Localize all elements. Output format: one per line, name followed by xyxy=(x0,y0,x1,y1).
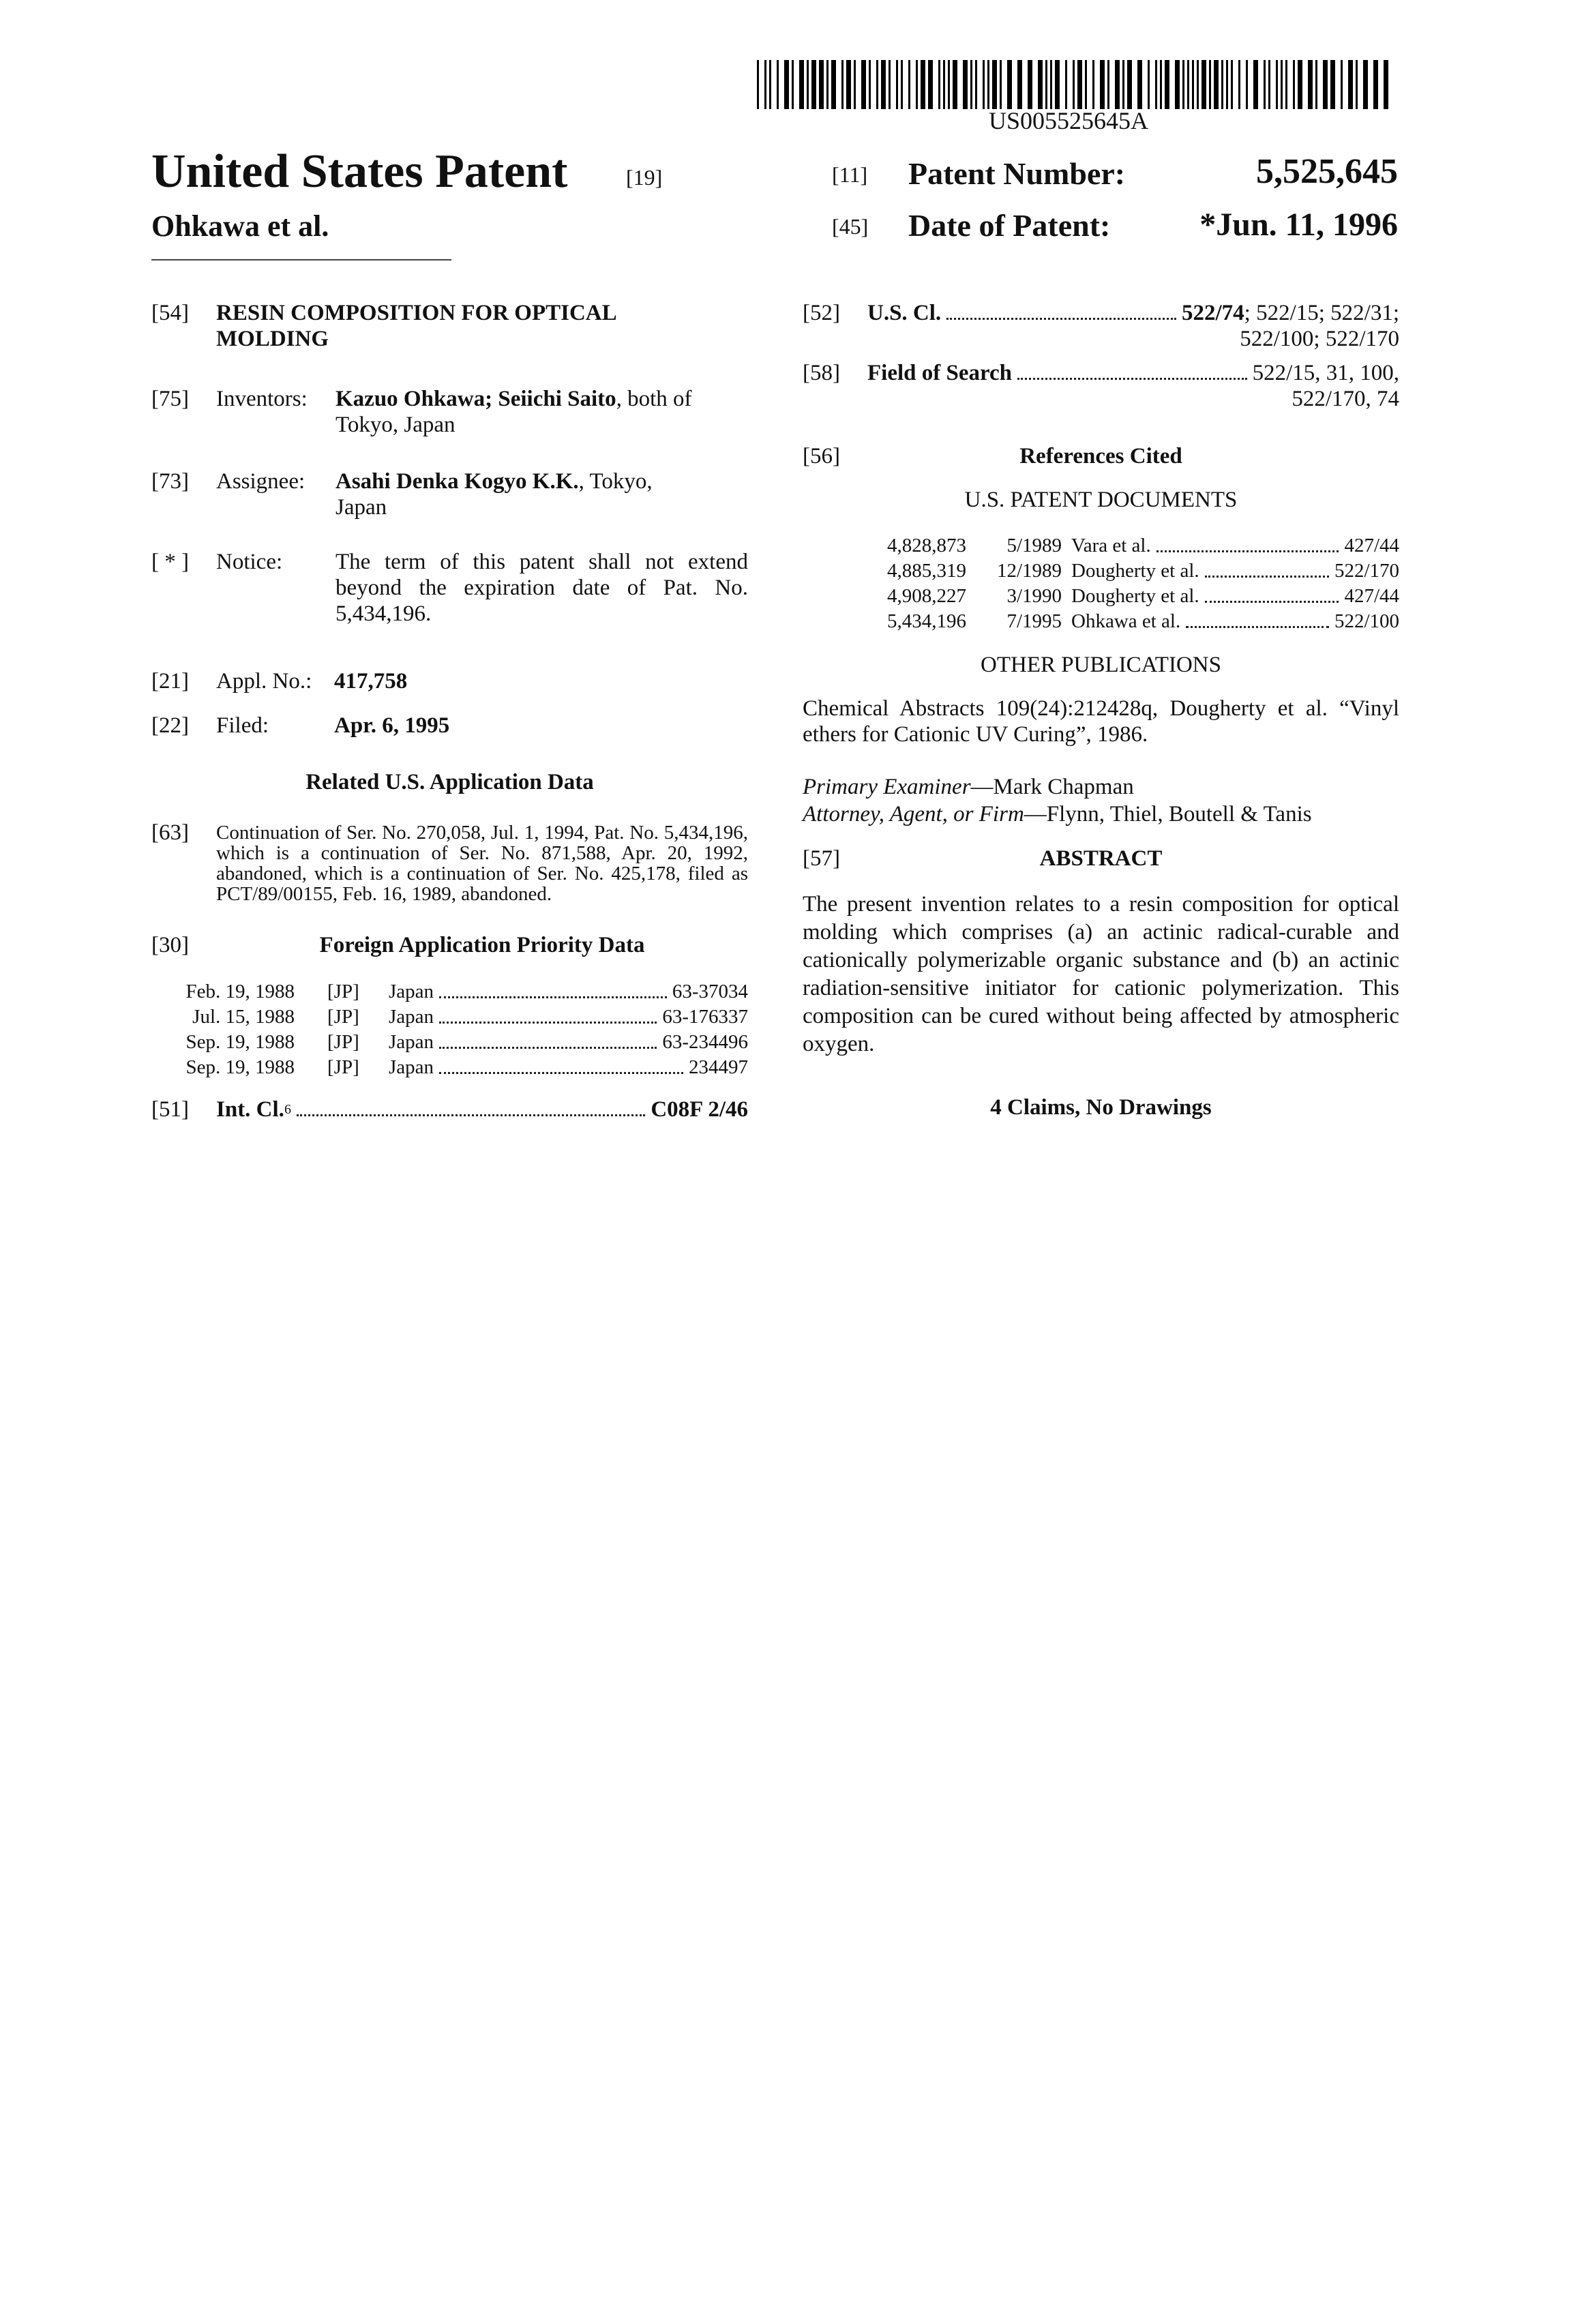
priority-row: Sep. 19, 1988 [JP] Japan 63-234496 xyxy=(151,1030,748,1055)
barcode-bar xyxy=(1238,60,1240,109)
barcode-bar xyxy=(881,60,886,109)
barcode-bar xyxy=(1348,60,1353,109)
barcode-bar xyxy=(819,60,824,109)
appl-no: [21] Appl. No.: 417,758 xyxy=(151,668,748,694)
barcode-bar xyxy=(1281,60,1283,109)
barcode-bar xyxy=(992,60,997,109)
barcode-bar xyxy=(1155,60,1157,109)
barcode-bar xyxy=(831,60,836,109)
related-heading: Related U.S. Application Data xyxy=(151,769,748,795)
barcode-bar xyxy=(1226,60,1228,109)
patent-number: 5,525,645 xyxy=(1256,151,1398,192)
barcode-bar xyxy=(799,60,804,109)
reference-row: 4,885,319 12/1989 Dougherty et al. 522/170 xyxy=(803,558,1399,584)
barcode-bar xyxy=(1017,60,1022,109)
barcode-bar xyxy=(943,60,945,109)
barcode-bar xyxy=(975,60,977,109)
barcode-bar xyxy=(1285,60,1287,109)
barcode-bar xyxy=(841,60,844,109)
barcode-bar xyxy=(1038,60,1043,109)
notice-section: [ * ] Notice: The term of this patent shall not extend beyond the expiration date of Pat. No. 5,434,196. xyxy=(151,549,748,627)
barcode-bar xyxy=(1055,60,1060,109)
barcode-bar xyxy=(1330,60,1335,109)
patent-number-label: Patent Number: xyxy=(908,155,1125,192)
barcode-bar xyxy=(1231,60,1233,109)
barcode-bar xyxy=(889,60,891,109)
priority-row: Feb. 19, 1988 [JP] Japan 63-37034 xyxy=(151,979,748,1004)
barcode-bar xyxy=(916,60,918,109)
barcode-bar xyxy=(1045,60,1047,109)
barcode-bar xyxy=(1007,60,1012,109)
barcode-bar xyxy=(764,60,766,109)
barcode-bar xyxy=(896,60,898,109)
abstract-heading: [57] ABSTRACT xyxy=(803,846,1399,872)
barcode-bar xyxy=(970,60,972,109)
barcode-bar xyxy=(1293,60,1295,109)
barcode-bar xyxy=(876,60,878,109)
barcode-bar xyxy=(846,60,851,109)
barcode xyxy=(757,60,1391,109)
barcode-bar xyxy=(1122,60,1124,109)
filed-date: [22] Filed: Apr. 6, 1995 xyxy=(151,713,748,739)
barcode-bar xyxy=(757,60,759,109)
barcode-bar xyxy=(1127,60,1132,109)
barcode-bar xyxy=(1356,60,1358,109)
foreign-priority-heading: [30] Foreign Application Priority Data xyxy=(151,932,748,958)
barcode-bar xyxy=(953,60,957,109)
us-patent-documents-heading: U.S. PATENT DOCUMENTS xyxy=(803,487,1399,513)
barcode-bar xyxy=(1107,60,1109,109)
abstract-text: The present invention relates to a resin composition for optical molding which comprises (a) an actinic radical-curable and cationically polymerizable organic substance and (b) an actinic radiation-sensitive initiator for cationic polymerization. This composition can be cured without being affected by atmospheric oxygen. xyxy=(803,891,1399,1058)
barcode-bar xyxy=(1115,60,1120,109)
barcode-bar xyxy=(1214,60,1219,109)
barcode-bar xyxy=(1148,60,1150,109)
claims-summary: 4 Claims, No Drawings xyxy=(803,1094,1399,1120)
int-cl: [51] Int. Cl. 6 C08F 2/46 xyxy=(151,1097,748,1122)
continuation-section: [63] Continuation of Ser. No. 270,058, Jul. 1, 1994, Pat. No. 5,434,196, which is a continuation of Ser. No. 871,588, Apr. 20, 1992, abandoned, which is a continuation of Ser. No. 425,178, filed as PCT/89/00155, Feb. 16, 1989, abandoned. xyxy=(151,822,748,904)
barcode-bar xyxy=(1077,60,1082,109)
us-cl: [52] U.S. Cl. 522/74 ; 522/15; 522/31; 522/100; 522/170 xyxy=(803,300,1399,352)
barcode-bar xyxy=(928,60,933,109)
barcode-bar xyxy=(854,60,856,109)
reference-row: 4,828,873 5/1989 Vara et al. 427/44 xyxy=(803,533,1399,558)
barcode-bar xyxy=(1253,60,1258,109)
barcode-bar xyxy=(983,60,985,109)
barcode-text: US005525645A xyxy=(989,108,1148,134)
barcode-bar xyxy=(826,60,829,109)
barcode-bar xyxy=(1160,60,1162,109)
barcode-bar xyxy=(1182,60,1184,109)
barcode-bar xyxy=(1384,60,1388,109)
barcode-bar xyxy=(1341,60,1343,109)
barcode-bar xyxy=(938,60,940,109)
barcode-bar xyxy=(1100,60,1105,109)
priority-row: Jul. 15, 1988 [JP] Japan 63-176337 xyxy=(151,1004,748,1030)
barcode-bar xyxy=(1363,60,1368,109)
barcode-bar xyxy=(1050,60,1052,109)
barcode-bar xyxy=(901,60,903,109)
barcode-bar xyxy=(908,60,910,109)
references-heading: [56] References Cited xyxy=(803,443,1399,469)
barcode-bar xyxy=(1197,60,1199,109)
barcode-bar xyxy=(1187,60,1189,109)
barcode-bar xyxy=(963,60,968,109)
barcode-bar xyxy=(1221,60,1223,109)
date-label: Date of Patent: xyxy=(908,207,1110,243)
barcode-bar xyxy=(792,60,794,109)
barcode-bar xyxy=(1073,60,1075,109)
barcode-bar xyxy=(769,60,771,109)
barcode-bar xyxy=(807,60,809,109)
barcode-bar xyxy=(861,60,866,109)
barcode-bar xyxy=(1028,60,1032,109)
barcode-bar xyxy=(1175,60,1180,109)
field-of-search: [58] Field of Search 522/15, 31, 100, 522/170, 74 xyxy=(803,360,1399,412)
attorney: Attorney, Agent, or Firm—Flynn, Thiel, Boutell & Tanis xyxy=(803,801,1399,827)
barcode-bar xyxy=(1276,60,1278,109)
barcode-bar xyxy=(1065,60,1067,109)
barcode-bar xyxy=(869,60,871,109)
barcode-bar xyxy=(1137,60,1142,109)
barcode-bar xyxy=(1315,60,1317,109)
barcode-bar xyxy=(811,60,816,109)
barcode-bar xyxy=(1000,60,1002,109)
invention-title: RESIN COMPOSITION FOR OPTICAL MOLDING xyxy=(216,300,748,352)
barcode-bar xyxy=(1246,60,1248,109)
barcode-bar xyxy=(1308,60,1313,109)
barcode-bar xyxy=(777,60,779,109)
title-code: [19] xyxy=(626,165,662,190)
header-rule xyxy=(151,259,451,260)
date-of-patent: *Jun. 11, 1996 xyxy=(1199,206,1398,243)
barcode-bar xyxy=(784,60,789,109)
patent-number-code: [11] xyxy=(832,162,867,188)
barcode-bar xyxy=(1085,60,1087,109)
inventors-section: [75] Inventors: Kazuo Ohkawa; Seiichi Saito, both of Tokyo, Japan xyxy=(151,386,748,438)
barcode-bar xyxy=(921,60,925,109)
foreign-priority-table xyxy=(151,979,748,1080)
barcode-bar xyxy=(987,60,989,109)
references-table xyxy=(803,533,1399,634)
barcode-bar xyxy=(1209,60,1211,109)
barcode-bar xyxy=(1323,60,1328,109)
barcode-bar xyxy=(1264,60,1266,109)
barcode-bar xyxy=(1268,60,1270,109)
primary-examiner: Primary Examiner—Mark Chapman xyxy=(803,774,1399,800)
barcode-bar xyxy=(1373,60,1378,109)
other-publications-text: Chemical Abstracts 109(24):212428q, Dougherty et al. “Vinyl ethers for Cationic UV Curing”, 1986. xyxy=(803,696,1399,747)
barcode-bar xyxy=(1192,60,1194,109)
reference-row: 5,434,196 7/1995 Ohkawa et al. 522/100 xyxy=(803,609,1399,634)
reference-row: 4,908,227 3/1990 Dougherty et al. 427/44 xyxy=(803,584,1399,609)
document-title: United States Patent xyxy=(151,145,567,199)
inventor-short: Ohkawa et al. xyxy=(151,209,329,243)
other-publications-heading: OTHER PUBLICATIONS xyxy=(803,652,1399,678)
barcode-bar xyxy=(1202,60,1206,109)
barcode-bar xyxy=(948,60,950,109)
assignee-section: [73] Assignee: Asahi Denka Kogyo K.K., Tokyo, Japan xyxy=(151,468,748,520)
barcode-bar xyxy=(1298,60,1302,109)
title-section: [54] RESIN COMPOSITION FOR OPTICAL MOLDING xyxy=(151,300,748,352)
barcode-bar xyxy=(1165,60,1169,109)
priority-row: Sep. 19, 1988 [JP] Japan 234497 xyxy=(151,1055,748,1080)
date-code: [45] xyxy=(832,214,868,239)
barcode-bar xyxy=(1092,60,1094,109)
